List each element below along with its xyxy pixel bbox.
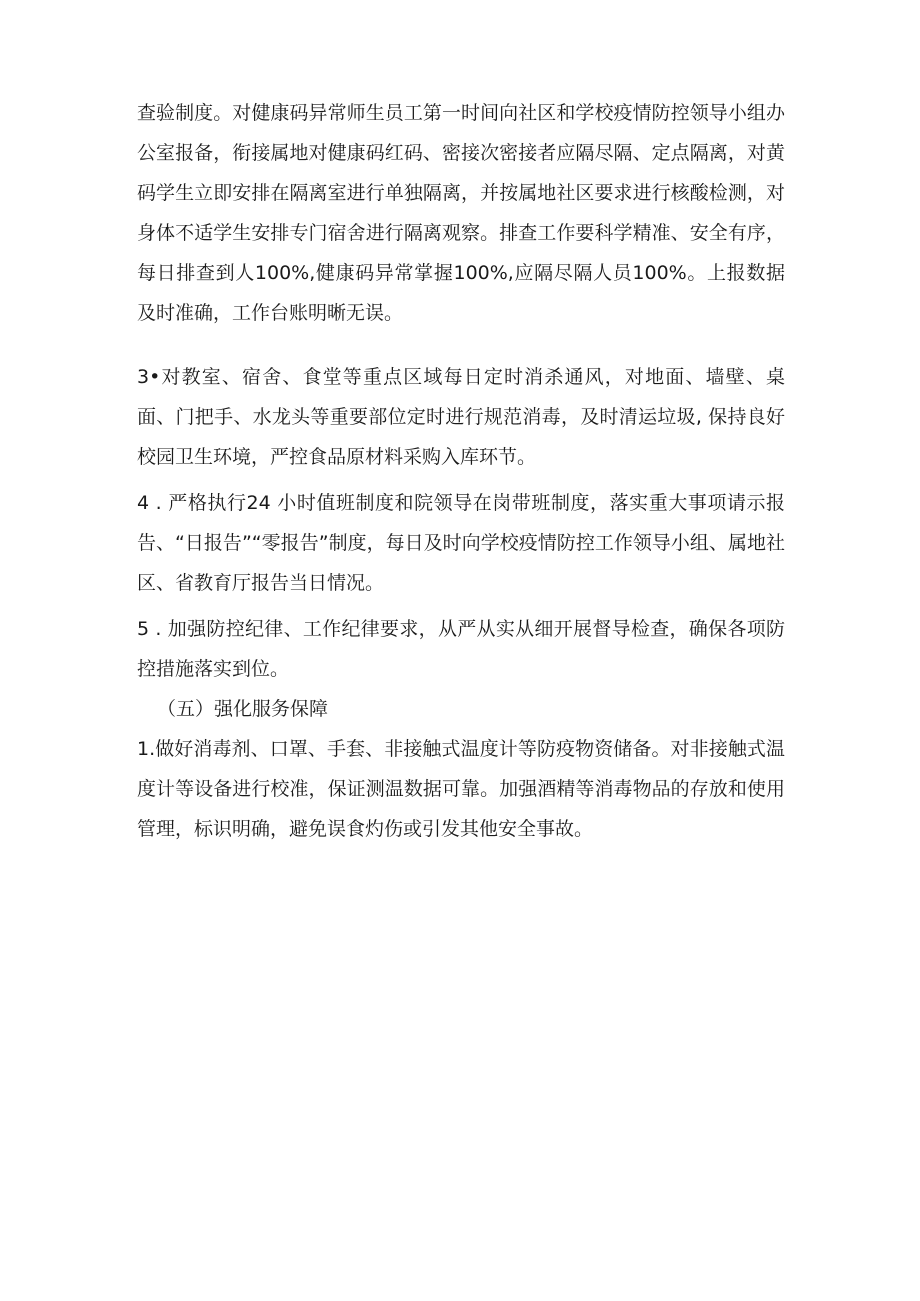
paragraph-item-3-disinfection: 3•对教室、宿舍、食堂等重点区域每日定时消杀通风，对地面、墙壁、桌面、门把手、水龙头等重要部位定时进行规范消毒，及时清运垃圾, 保持良好校园卫生环境，严控食品原材料采购入库环节。 <box>137 366 785 468</box>
section-heading-service-support: （五）强化服务保障 <box>157 698 329 720</box>
paragraph-item-4-duty: 4 . 严格执行24 小时值班制度和院领导在岗带班制度，落实重大事项请示报告、“日报告”“零报告”制度，每日及时向学校疫情防控工作领导小组、属地社区、省教育厅报告当日情况。 <box>137 492 785 594</box>
paragraph-item-1-supplies: 1.做好消毒剂、口罩、手套、非接触式温度计等防疫物资储备。对非接触式温度计等设备进行校准，保证测温数据可靠。加强酒精等消毒物品的存放和使用管理，标识明确，避免误食灼伤或引发其他安全事故。 <box>137 738 785 840</box>
paragraph-inspection-system: 查验制度。对健康码异常师生员工第一时间向社区和学校疫情防控领导小组办公室报备，衔接属地对健康码红码、密接次密接者应隔尽隔、定点隔离，对黄码学生立即安排在隔离室进行单独隔离，并按属地社区要求进行核酸检测，对身体不适学生安排专门宿舍进行隔离观察。排查工作要科学精准、安全有序，每日排查到人100%,健康码异常掌握100%,应隔尽隔人员100%。上报数据及时准确，工作台账明晰无误。 <box>137 102 785 324</box>
document-body <box>137 93 785 849</box>
paragraph-item-5-discipline: 5 . 加强防控纪律、工作纪律要求，从严从实从细开展督导检查，确保各项防控措施落实到位。 <box>137 618 785 680</box>
